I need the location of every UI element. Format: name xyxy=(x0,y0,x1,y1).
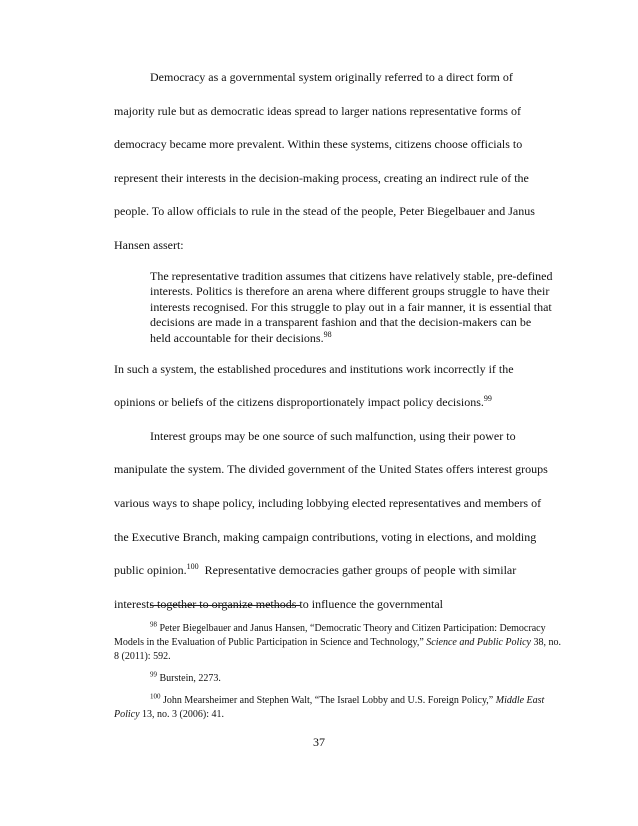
body-text xyxy=(114,61,554,621)
paragraph-interest-groups xyxy=(114,420,554,622)
footnote-title: Middle East Policy xyxy=(114,695,545,720)
paragraph-after-quote xyxy=(114,353,554,420)
footnote-text: John Mearsheimer and Stephen Walt, “The Israel Lobby and U.S. Foreign Policy,” xyxy=(160,695,496,706)
footnote-ref-98[interactable]: 98 xyxy=(323,329,332,339)
block-quote xyxy=(150,263,554,353)
footnote-number: 98 xyxy=(150,620,157,629)
paragraph-democracy xyxy=(114,61,554,263)
footnote-text: Burstein, 2273. xyxy=(157,673,221,684)
footnote-98 xyxy=(114,622,562,664)
paragraph-interest-groups-text: Interest groups may be one source of such malfunction, using their power to manipulate the system. The divided government of the United States offers interest groups various ways to shape policy, including lobbying elected representatives and members of the Executive Branch, making campaign contributions, voting in elections, and molding public opinion. xyxy=(114,428,548,578)
paragraph-after-quote-text: In such a system, the established procedures and institutions work incorrectly if the opinions or beliefs of the citizens disproportionately impact policy decisions. xyxy=(114,361,514,410)
footnote-text: Peter Biegelbauer and Janus Hansen, “Democratic Theory and Citizen Participation: Democracy Models in the Evaluation of Public Participation in Science and Technology,” xyxy=(114,623,546,648)
page-number: 37 xyxy=(313,735,325,749)
footnote-ref-100[interactable]: 100 xyxy=(186,562,199,572)
footnote-number: 99 xyxy=(150,670,157,679)
footnote-text: 38, no. 8 (2011): 592. xyxy=(114,637,561,662)
footnote-text: 13, no. 3 (2006): 41. xyxy=(139,709,224,720)
footnotes xyxy=(114,622,562,730)
footnote-99 xyxy=(114,672,562,686)
footnote-ref-99[interactable]: 99 xyxy=(483,394,492,404)
footnote-100 xyxy=(114,694,562,722)
paragraph-interest-groups-text-continued: Representative democracies gather groups of people with similar interests together to organize methods to influence the governmental xyxy=(114,563,520,611)
footnote-title: Science and Public Policy xyxy=(426,637,531,648)
paragraph-democracy-text: Democracy as a governmental system originally referred to a direct form of majority rule but as democratic ideas spread to larger nations representative forms of democracy became more prevalent. Within these systems, citizens choose officials to represent their interests in the decision-making process, creating an indirect rule of the people. To allow officials to rule in the stead of the people, Peter Biegelbauer and Janus Hansen assert: xyxy=(114,70,535,252)
footnote-number: 100 xyxy=(150,692,161,701)
block-quote-text: The representative tradition assumes that citizens have relatively stable, pre-defined interests. Politics is therefore an arena where different groups struggle to have their interests recognised. For this struggle to play out in a fair manner, it is essential that decisions are made in a transparent fashion and that the decision-makers can be held accountable for their decisions. xyxy=(150,268,553,345)
footnote-separator xyxy=(150,605,300,606)
